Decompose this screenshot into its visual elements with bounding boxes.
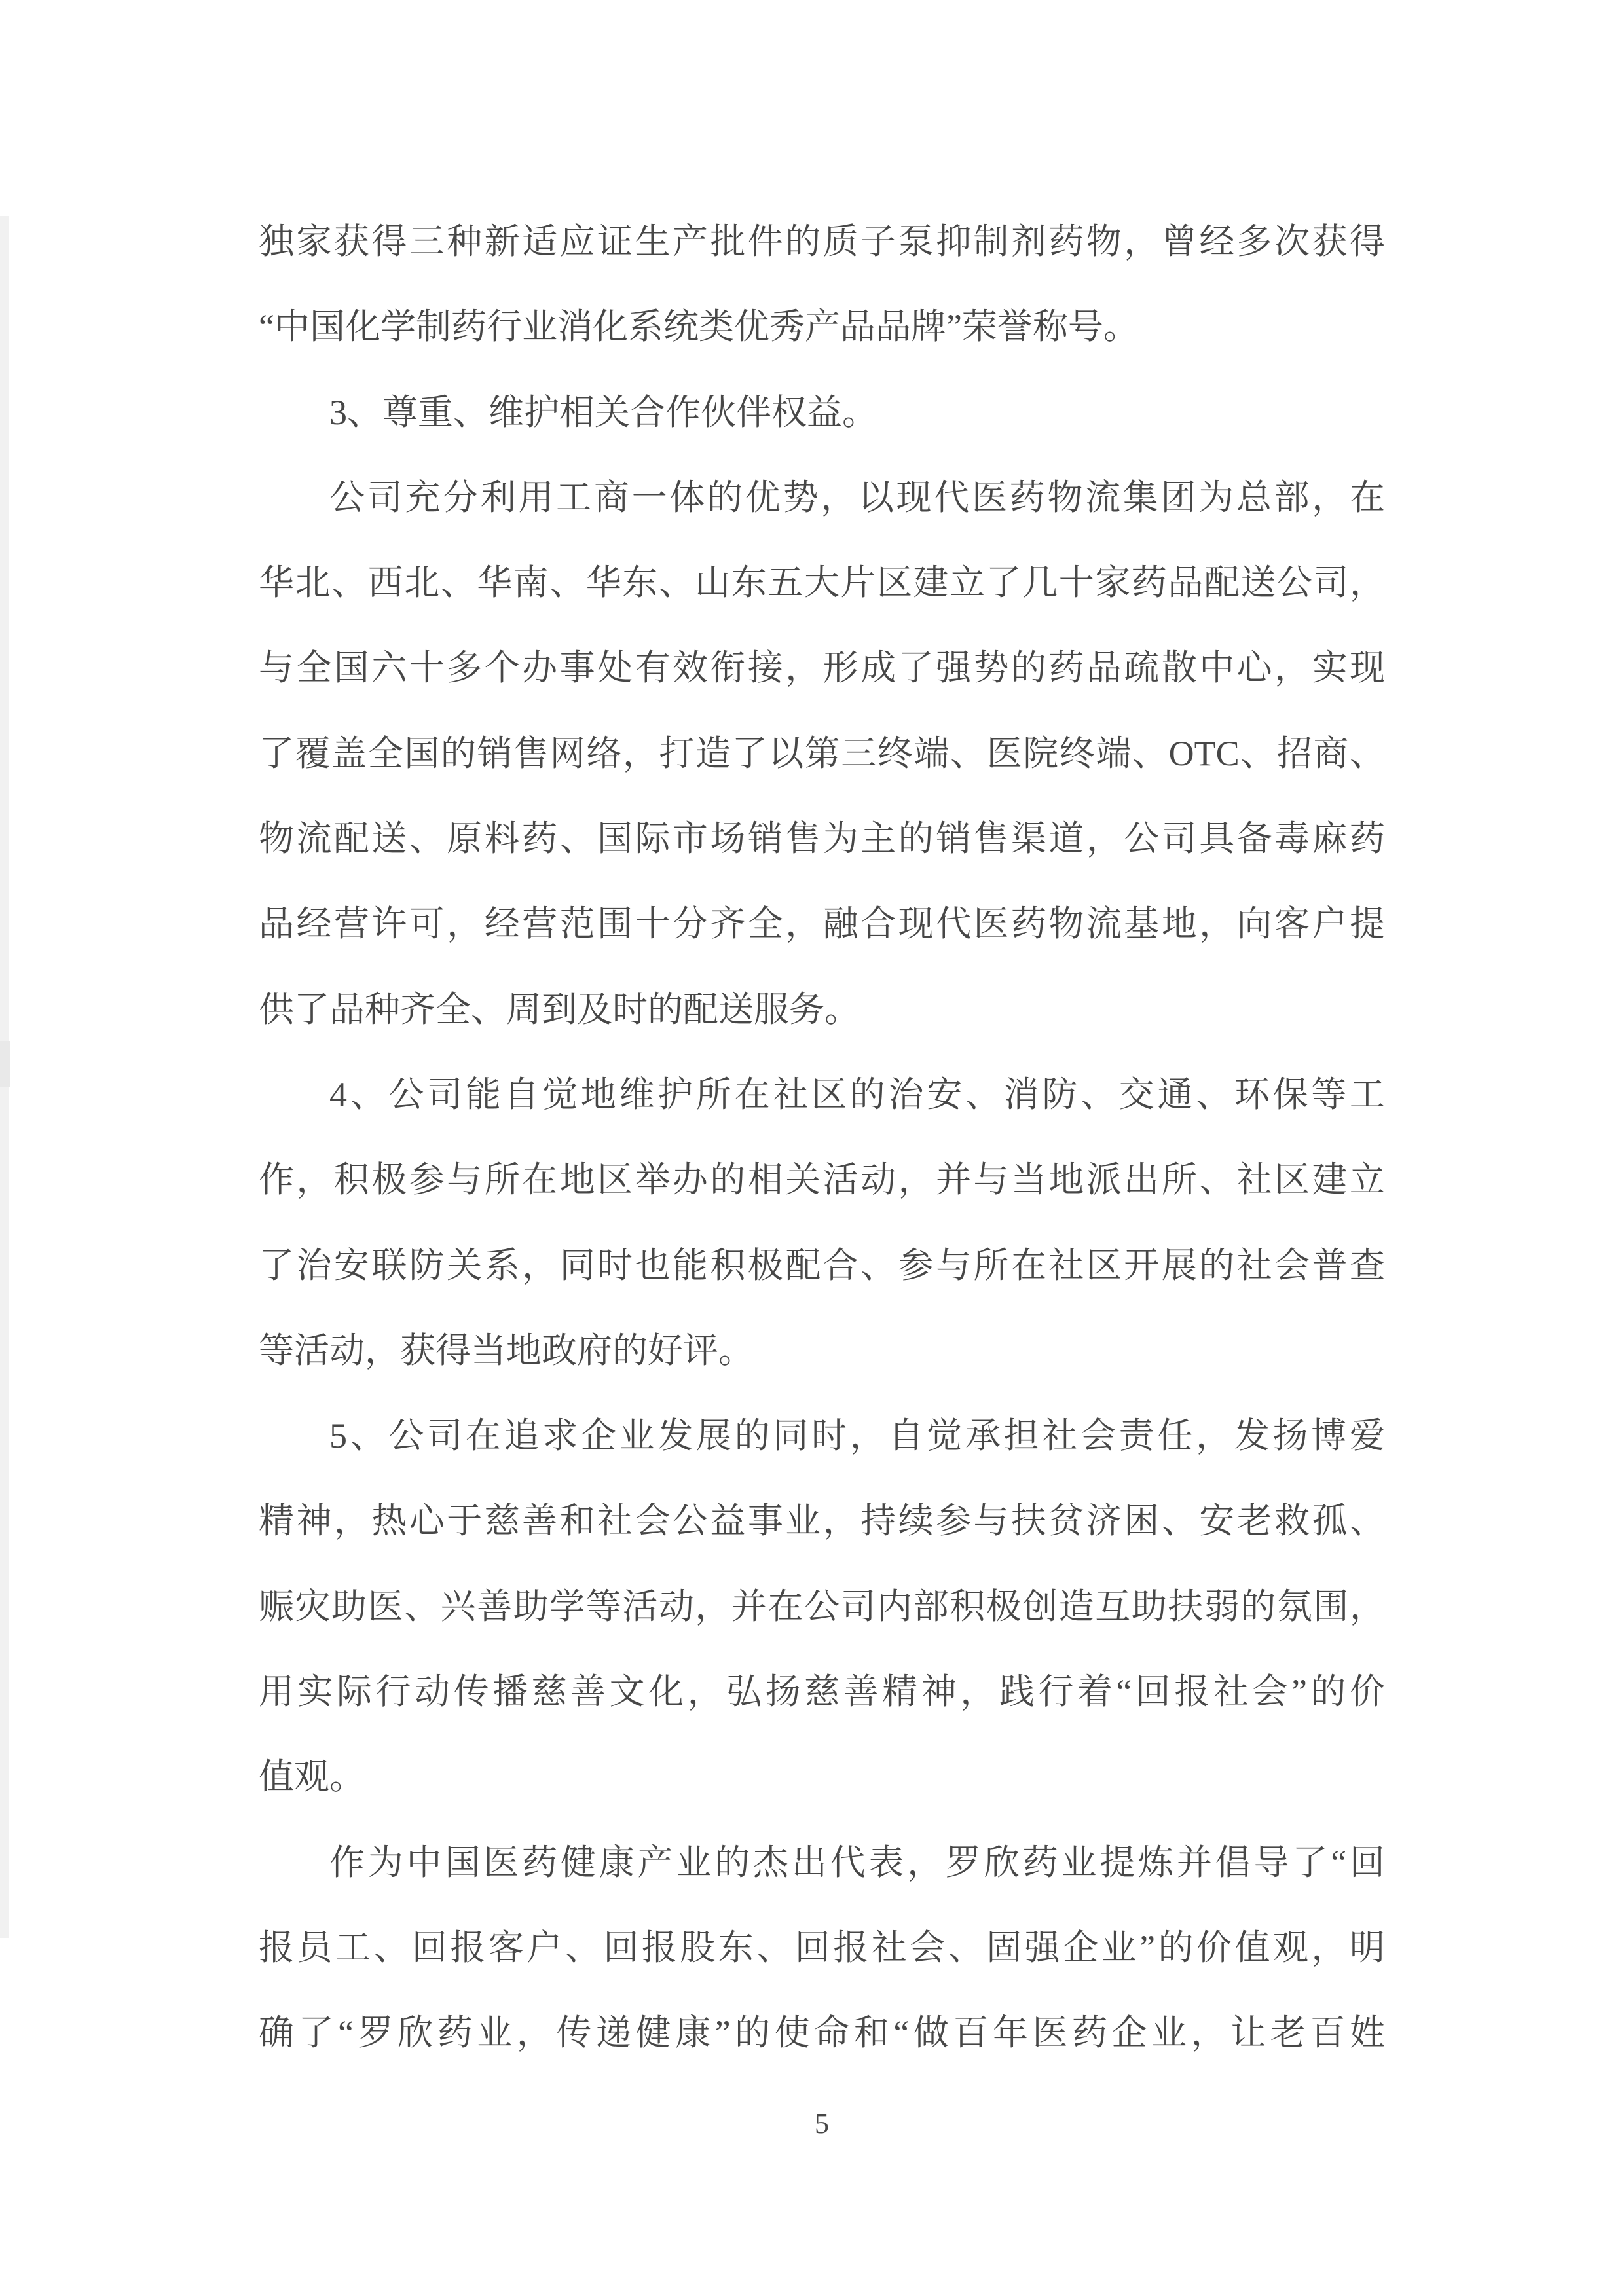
text-line: 公司充分利用工商一体的优势，以现代医药物流集团为总部，在 (329, 477, 1385, 517)
text-line: 作，积极参与所在地区举办的相关活动，并与当地派出所、社区建立 (259, 1160, 1385, 1200)
text-line: 报员工、回报客户、回报股东、回报社会、固强企业”的价值观，明 (259, 1927, 1385, 1967)
text-line: 与全国六十多个办事处有效衔接，形成了强势的药品疏散中心，实现 (259, 648, 1385, 688)
text-line: “中国化学制药行业消化系统类优秀产品品牌”荣誉称号。 (259, 307, 1139, 347)
scan-edge-artifact-dark (0, 1041, 10, 1087)
text-line: 值观。 (259, 1757, 365, 1797)
text-line: 用实际行动传播慈善文化，弘扬慈善精神，践行着“回报社会”的价 (259, 1672, 1385, 1712)
text-line: 独家获得三种新适应证生产批件的质子泵抑制剂药物，曾经多次获得 (259, 222, 1385, 261)
page-number: 5 (815, 2107, 829, 2140)
text-line: 作为中国医药健康产业的杰出代表，罗欣药业提炼并倡导了“回 (329, 1842, 1385, 1882)
text-line: 3、尊重、维护相关合作伙伴权益。 (329, 392, 877, 432)
text-line: 了治安联防关系，同时也能积极配合、参与所在社区开展的社会普查 (259, 1245, 1385, 1285)
text-line: 华北、西北、华南、华东、山东五大片区建立了几十家药品配送公司， (259, 563, 1385, 603)
document-body-text (259, 199, 1385, 2076)
text-line: 4、公司能自觉地维护所在社区的治安、消防、交通、环保等工 (329, 1074, 1385, 1114)
text-line: 供了品种齐全、周到及时的配送服务。 (259, 989, 860, 1029)
text-line: 物流配送、原料药、国际市场销售为主的销售渠道，公司具备毒麻药 (259, 819, 1385, 859)
text-line: 等活动，获得当地政府的好评。 (259, 1330, 754, 1370)
text-line: 赈灾助医、兴善助学等活动，并在公司内部积极创造互助扶弱的氛围， (259, 1586, 1385, 1626)
text-line: 了覆盖全国的销售网络，打造了以第三终端、医院终端、OTC、招商、 (259, 733, 1385, 773)
text-line: 品经营许可，经营范围十分齐全，融合现代医药物流基地，向客户提 (259, 904, 1385, 944)
text-line: 5、公司在追求企业发展的同时，自觉承担社会责任，发扬博爱 (329, 1416, 1385, 1456)
text-line: 确了“罗欣药业，传递健康”的使命和“做百年医药企业，让老百姓 (259, 2013, 1385, 2053)
text-line: 精神，热心于慈善和社会公益事业，持续参与扶贫济困、安老救孤、 (259, 1501, 1385, 1541)
